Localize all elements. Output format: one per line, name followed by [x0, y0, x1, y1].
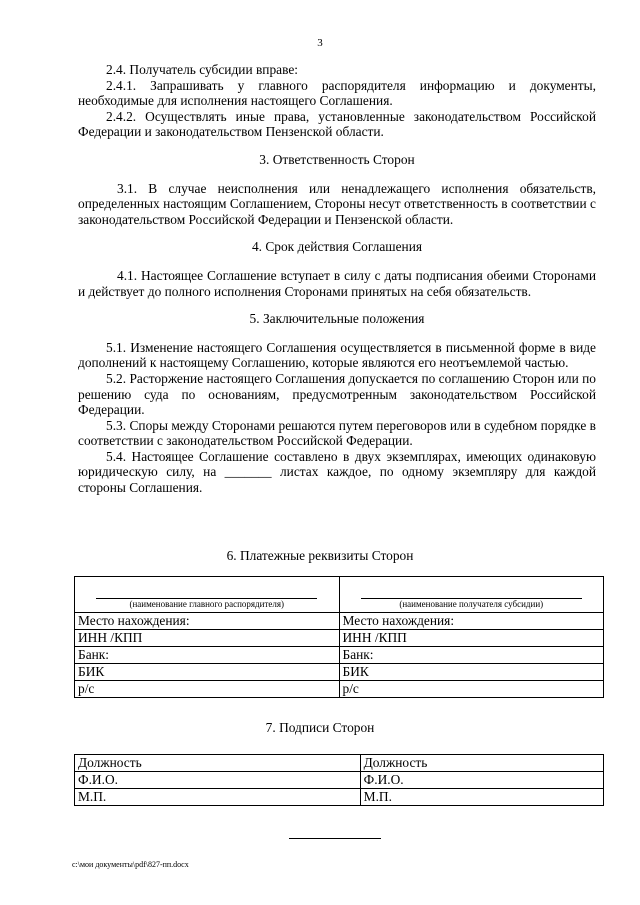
page-number: 3	[317, 37, 323, 49]
signatures-table	[74, 754, 604, 806]
table-row	[75, 577, 604, 613]
table-row	[75, 789, 604, 806]
section-6-heading: 6. Платежные реквизиты Сторон	[226, 548, 414, 563]
table-cell: БИК	[75, 664, 340, 681]
clause-3-1: 3.1. В случае неисполнения или ненадлежащего исполнения обязательств, определенных настоящим Соглашением, Стороны несут ответственность в соответствии с законодательством Российской Федерации и Пензенской области.	[78, 180, 596, 227]
table-row	[75, 647, 604, 664]
table-cell: Должность	[360, 755, 603, 772]
table-cell: М.П.	[360, 789, 603, 806]
footer-file-path: c:\мои документы\pdf\827-пп.docx	[72, 860, 189, 869]
clause-5-3: 5.3. Споры между Сторонами решаются путем переговоров или в судебном порядке в соответствии с законодательством Российской Федерации.	[78, 417, 596, 449]
table-cell: ИНН /КПП	[339, 630, 604, 647]
table-cell: Место нахождения:	[75, 613, 340, 630]
table-cell: БИК	[339, 664, 604, 681]
table-row	[75, 755, 604, 772]
document-body	[78, 62, 596, 496]
table-cell: р/с	[75, 681, 340, 698]
clause-5-4: 5.4. Настоящее Соглашение составлено в двух экземплярах, имеющих одинаковую юридическую силу, на _______ листах каждое, по одному экземпляру для каждой стороны Соглашения.	[78, 448, 596, 496]
section-4-heading: 4. Срок действия Соглашения	[251, 239, 423, 255]
table-cell: Должность	[75, 755, 361, 772]
end-divider	[289, 838, 381, 839]
table-row	[75, 613, 604, 630]
table-row	[75, 630, 604, 647]
table-cell: М.П.	[75, 789, 361, 806]
table-cell: Банк:	[339, 647, 604, 664]
table-cell: Ф.И.О.	[75, 772, 361, 789]
clause-4-1: 4.1. Настоящее Соглашение вступает в силу с даты подписания обеими Сторонами и действует до полного исполнения Сторонами принятых на себя обязательств.	[78, 267, 596, 299]
recipient-caption: (наименование получателя субсидии)	[399, 599, 544, 609]
table-cell: ИНН /КПП	[75, 630, 340, 647]
grantor-caption: (наименование главного распорядителя)	[129, 599, 285, 609]
clause-2-4-2: 2.4.2. Осуществлять иные права, установленные законодательством Российской Федерации и законодательством Пензенской области.	[78, 108, 596, 140]
clause-2-4: 2.4. Получатель субсидии вправе:	[106, 62, 298, 77]
table-row	[75, 772, 604, 789]
table-cell: р/с	[339, 681, 604, 698]
clause-2-4-1: 2.4.1. Запрашивать у главного распорядителя информацию и документы, необходимые для исполнения настоящего Соглашения.	[78, 77, 596, 109]
section-5-heading: 5. Заключительные положения	[249, 311, 425, 327]
table-cell: Банк:	[75, 647, 340, 664]
recipient-name-cell	[339, 577, 604, 613]
table-row	[75, 681, 604, 698]
table-cell: Ф.И.О.	[360, 772, 603, 789]
table-cell: Место нахождения:	[339, 613, 604, 630]
payment-details-table	[74, 576, 604, 698]
section-3-heading: 3. Ответственность Сторон	[259, 151, 415, 167]
clause-5-1: 5.1. Изменение настоящего Соглашения осуществляется в письменной форме в виде дополнений к настоящему Соглашению, которые являются его неотъемлемой частью.	[78, 339, 596, 371]
table-row	[75, 664, 604, 681]
section-7-heading: 7. Подписи Сторон	[265, 720, 375, 735]
clause-5-2: 5.2. Расторжение настоящего Соглашения допускается по соглашению Сторон или по решению суда по основаниям, предусмотренным законодательством Российской Федерации.	[78, 370, 596, 418]
grantor-name-cell	[75, 577, 340, 613]
